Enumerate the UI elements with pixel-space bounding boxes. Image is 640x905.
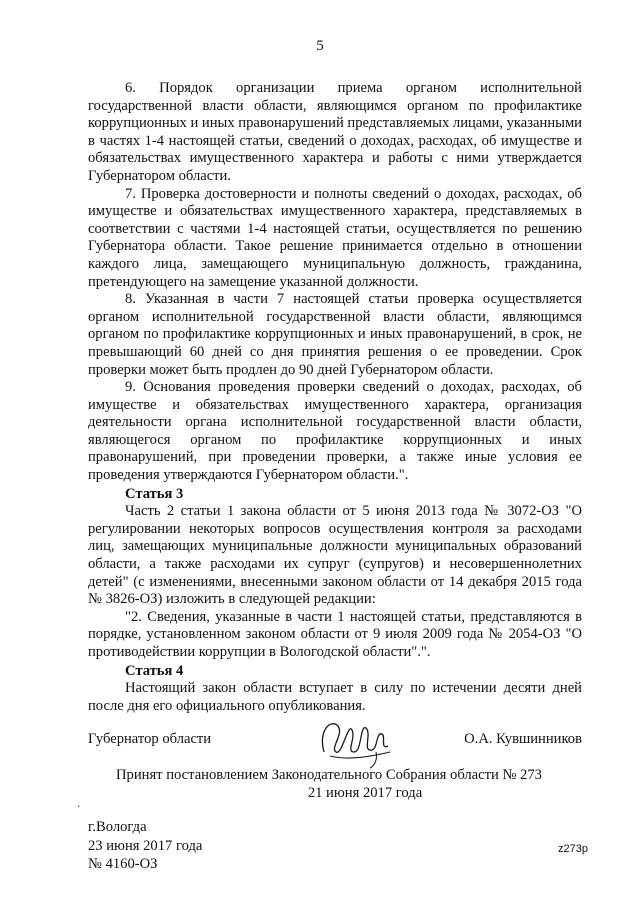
paragraph: "2. Сведения, указанные в части 1 настоящей статьи, представляются в порядке, установленном законом области от 9 июля 2009 года № 2054-ОЗ "О противодействии коррупции в Вологодской области".". — [88, 608, 582, 660]
paragraph: 6. Порядок организации приема органом исполнительной государственной власти области, являющимся органом по профилактике коррупционных и иных правонарушений представляемых лицами, указанными в частях 1-4 настоящей статьи, сведений о доходах, расходах, об имуществе и обязательствах имущественного характера и работы с ними утверждается Губернатором области. — [88, 80, 582, 184]
signatory-name: О.А. Кувшинников — [464, 731, 582, 747]
paragraph: Часть 2 статьи 1 закона области от 5 июня 2013 года № 3072-ОЗ "О регулировании некоторых вопросов осуществления контроля за расходами лиц, замещающих муниципальные должности муниципальных образований области, а также расходами их супруг (супругов) и несовершеннолетних детей" (с изменениями, внесенными законом области от 14 декабря 2015 года № 3826-ОЗ) изложить в следующей редакции: — [88, 503, 582, 608]
paragraph: 7. Проверка достоверности и полноты сведений о доходах, расходах, об имуществе и обязательствах имущественного характера, представляемых в соответствии с частями 1-4 настоящей статьи, осуществляется по решению Губернатора области. Такое решение принимается отдельно в отношении каждого лица, замещающего муниципальную должность, гражданина, претендующего на замещение указанной должности. — [88, 185, 582, 290]
paragraph: 8. Указанная в части 7 настоящей статьи проверка осуществляется органом исполнительной государственной власти области, являющимся органом по профилактике коррупционных и иных правонарушений, в срок, не превышающий 60 дней со дня принятия решения о ее проведении. Срок проверки может быть продлен до 90 дней Губернатором области. — [88, 291, 582, 378]
issue-details — [88, 818, 202, 874]
adoption-line-1: Принят постановлением Законодательного Собрания области № 273 — [116, 767, 542, 783]
article-heading: Статья 4 — [125, 662, 184, 679]
issue-place: г.Вологда — [88, 819, 147, 835]
page-number: 5 — [316, 38, 324, 54]
paragraph: 9. Основания проведения проверки сведений о доходах, расходах, об имуществе и обязательствах имущественного характера, организация деятельности органа исполнительной государственной власти области, являющегося органом по профилактике коррупционных и иных правонарушений, при проведении проверки, а также иные условия ее проведения утверждаются Губернатором области.". — [88, 379, 582, 484]
paragraph: Настоящий закон области вступает в силу по истечении десяти дней после дня его официального опубликования. — [88, 680, 582, 714]
adoption-line-2: 21 июня 2017 года — [307, 784, 423, 801]
signatory-position: Губернатор области — [88, 731, 212, 747]
document-body — [88, 80, 582, 715]
article-heading: Статья 3 — [125, 485, 184, 502]
issue-date: 23 июня 2017 года — [88, 837, 203, 854]
document-mark: z273p — [558, 843, 588, 855]
law-number: № 4160-ОЗ — [88, 856, 158, 872]
adoption-note — [88, 767, 582, 802]
margin-dot: . — [77, 796, 80, 810]
handwritten-signature — [316, 712, 396, 770]
